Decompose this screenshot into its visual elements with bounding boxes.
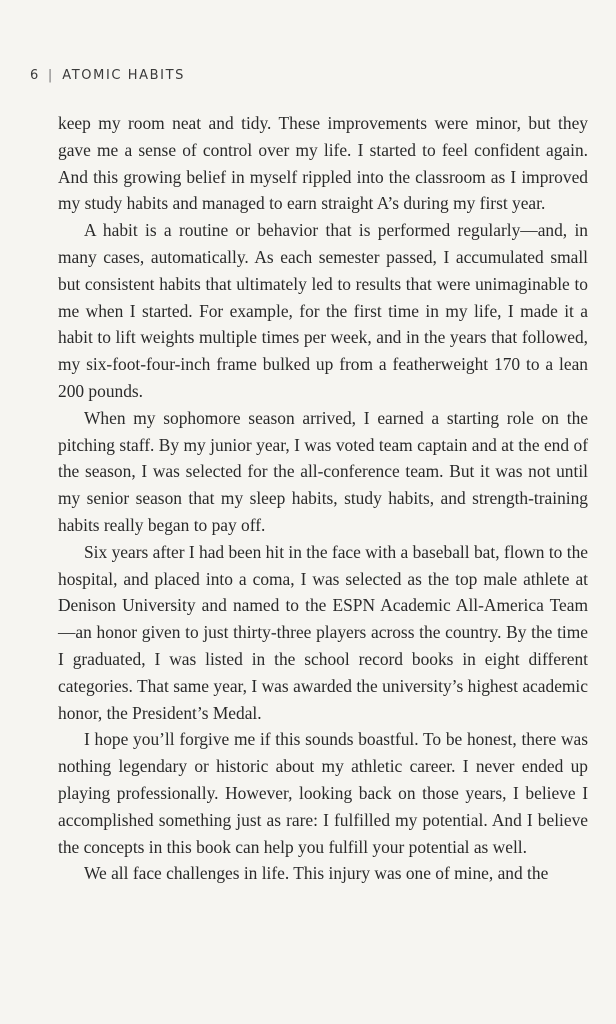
paragraph-continued: keep my room neat and tidy. These improvements were minor, but they gave me a sense of control over my life. I started to feel confident again. And this growing belief in myself rippled into the classroom as I improved my study habits and managed to earn straight A’s during my first year. — [58, 113, 588, 214]
paragraph-six-years-after: Six years after I had been hit in the face with a baseball bat, flown to the hospital, and placed into a coma, I was selected as the top male athlete at Denison University and named to the ESPN Academic All-America Team—an honor given to just thirty-three players across the country. By the time I graduated, I was listed in the school record books in eight different categories. That same year, I was awarded the university’s highest academic honor, the President’s Medal. — [58, 541, 588, 723]
body-text — [58, 110, 588, 887]
paragraph-challenges: We all face challenges in life. This injury was one of mine, and the — [84, 863, 549, 884]
paragraph-forgive-me: I hope you’ll forgive me if this sounds boastful. To be honest, there was nothing legendary or historic about my athletic career. I never ended up playing professionally. However, looking back on those years, I believe I accomplished something just as rare: I fulfilled my potential. And I believe the concepts in this book can help you fulfill your potential as well. — [58, 729, 588, 857]
book-title: ATOMIC HABITS — [62, 68, 185, 83]
header-separator: | — [47, 68, 53, 83]
running-header — [30, 68, 185, 83]
paragraph-habit-definition: A habit is a routine or behavior that is performed regularly—and, in many cases, automatically. As each semester passed, I accumulated small but consistent habits that ultimately led to results that were unimaginable to me when I started. For example, for the first time in my life, I made it a habit to lift weights multiple times per week, and in the years that followed, my six-foot-four-inch frame bulked up from a featherweight 170 to a lean 200 pounds. — [58, 220, 588, 401]
paragraph-sophomore-season: When my sophomore season arrived, I earned a starting role on the pitching staff. By my junior year, I was voted team captain and at the end of the season, I was selected for the all-conference team. But it was not until my senior season that my sleep habits, study habits, and strength-training habits really began to pay off. — [58, 407, 588, 535]
page-number: 6 — [30, 68, 40, 83]
